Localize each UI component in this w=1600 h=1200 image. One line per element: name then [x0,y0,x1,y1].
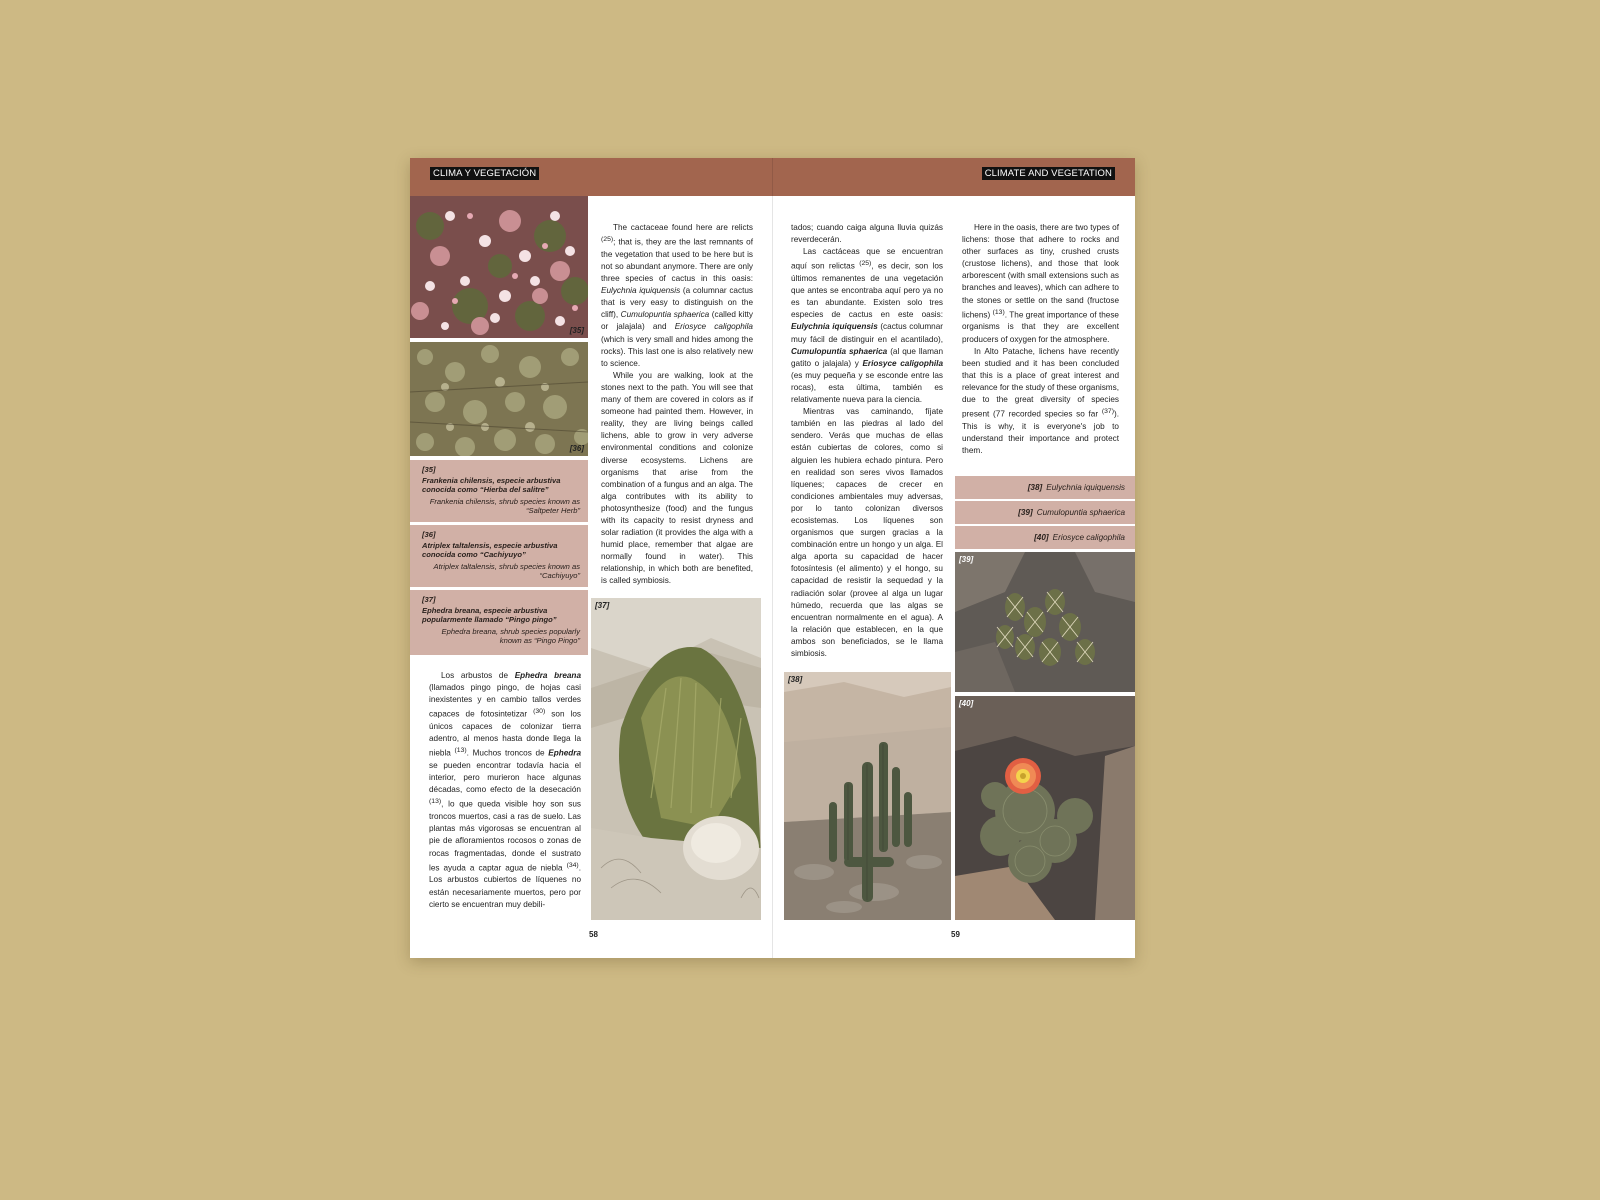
caption-37-number: [37] [422,595,436,604]
caption-35-number: [35] [422,465,436,474]
photo-ephedra-image [591,598,761,920]
caption-38 [955,476,1135,499]
caption-36-english: Atriplex taltalensis, shrub species known as “Cachiyuyo” [433,562,580,580]
photo-cumulopuntia [955,552,1135,692]
caption-39 [955,501,1135,524]
continued-paragraph-es: tados; cuando caiga alguna lluvia quizás reverdecerán. [791,223,943,245]
lichen-types-paragraph: Here in the oasis, there are two types of lichens: those that adhere to rocks and other surfaces as tiny, crushed crusts (crustose lichens), and those that look arborescent (with small extensions such as branches and leaves), which can adhere to the stones or settle on the sand (fructose lichens) $^{(13)}$. The great importance of these organisms is that they are excellent producers of oxygen for the atmosphere. [962,223,1119,344]
caption-35-spanish: Frankenia chilensis, especie arbustiva conocida como “Hierba del salitre” [422,476,561,494]
left-bottom-paragraph [429,670,581,911]
book-gutter [772,158,773,958]
ephedra-paragraph: Los arbustos de Ephedra breana (llamados pingo pingo, de hojas casi inexistentes y en cambio tallos verdes capaces de fotosintetizar $^{(30)}$ son los únicos capaces de colonizar tierra adentro, al menos hasta donde llega la niebla $^{(13)}$. Muchos troncos de Ephedra se pueden encontrar todavía hacia el interior, pero murieron hace algunas décadas, como efecto de la desecación $^{(13)}$, lo que queda visible hoy son sus troncos muertos, casi a ras de suelo. Las plantas más vigorosas se encuentran al pie de afloramientos rocosos o zonas de rocas fragmentadas, donde el sustrato les ayuda a captar agua de niebla $^{(34)}$. Los arbustos cubiertos de líquenes no están necesariamente muertos, pero por cierto se encuentran muy debili- [429,671,581,909]
photo-eulychnia [784,672,951,920]
caption-35-english: Frankenia chilensis, shrub species known as “Saltpeter Herb” [429,497,580,515]
left-section-title: CLIMA Y VEGETACIÓN [430,167,539,180]
cactaceae-paragraph-en: The cactaceae found here are relicts $^{(25)}$; that is, they are the last remnants of the vegetation that used to be here but is not so abundant anymore. There are only three species of cactus in this oasis: Eulychnia iquiquensis (a columnar cactus that is very easy to distinguish on the cliff), Cumulopuntia sphaerica (called kitty or jalajala) and Eriosyce caligophila (which is very small and hides among the rocks). This last one is also relatively new to science. [601,223,753,368]
photo-number-37: [37] [595,601,610,610]
photo-eriosyce-image [955,696,1135,920]
photo-number-39: [39] [959,555,974,564]
caption-38-number: [38] [1027,483,1043,492]
photo-number-38: [38] [788,675,803,684]
alto-patache-paragraph: In Alto Patache, lichens have recently been studied and it has been concluded that this is a place of great interest and relevance for the study of these organisms, due to the great diversity of species present (77 recorded species so far $^{(37)}$). This is why, it is everyone's job to understand their importance and protect them. [962,346,1119,456]
caption-38-name: Eulychnia iquiquensis [1046,483,1125,492]
photo-number-40: [40] [959,699,974,708]
caption-37 [410,590,588,655]
page-number-right: 59 [951,930,960,939]
caption-36-number: [36] [422,530,436,539]
caption-36-spanish: Atriplex taltalensis, especie arbustiva conocida como “Cachiyuyo” [422,541,558,559]
caption-39-name: Cumulopuntia sphaerica [1036,508,1125,517]
photo-atriplex [410,342,588,456]
caption-40 [955,526,1135,549]
lichens-paragraph-es: Mientras vas caminando, fíjate también en las piedras al lado del sendero. Verás que muchas de ellas están cubiertas de colores, como si alguien les hubiera echado pintura. Pero en realidad son seres vivos llamados líquenes; capaces de crecer en condiciones ambientales muy adversas, por lo tanto colonizan diversos ecosistemas. Los líquenes son organismos que surgen gracias a la combinación entre un hongo y un alga. El alga aporta su capacidad de hacer fotosíntesis (el alimento) y el hongo, su capacidad de resistir la sequedad y la radiación solar (provee al alga un lugar húmedo, recuerda que las algas se encuentran normalmente en el agua). A la relación que establecen, en la que ambos son beneficiados, se le llama simbiosis. [791,407,943,659]
book-spread [410,158,1135,958]
caption-35 [410,460,588,522]
photo-ephedra [591,598,761,920]
photo-atriplex-image [410,342,588,456]
photo-eriosyce [955,696,1135,920]
page-number-left: 58 [589,930,598,939]
photo-cumulopuntia-image [955,552,1135,692]
right-column-2-text [962,222,1119,457]
caption-37-english: Ephedra breana, shrub species popularly known as “Pingo Pingo” [441,627,580,645]
photo-number-35: [35] [569,326,584,335]
caption-37-spanish: Ephedra breana, especie arbustiva popularmente llamado “Pingo pingo” [422,606,557,624]
middle-column-text [601,222,753,588]
caption-39-number: [39] [1018,508,1033,517]
photo-number-36: [36] [569,444,584,453]
lichens-paragraph-en: While you are walking, look at the stones next to the path. You will see that many of them are covered in colors as if someone had painted them. However, in reality, they are living beings called lichens, able to grow in very adverse environmental conditions and colonize diverse ecosystems. Lichens are organisms that arise from the combination of a fungus and an alga. The alga contributes with its ability to photosynthesize (food) and the fungus with its capacity to resist dryness and solar radiation (it provides the alga with a humid place, remember that algae are normally found in water). This relationship, in which both are benefited, is called symbiosis. [601,370,753,586]
photo-frankenia [410,196,588,338]
cactaceae-paragraph-es: Las cactáceas que se encuentran aquí son relictas $^{(25)}$, es decir, son los últimos remanentes de una vegetación que antes se encontraba aquí pero ya no es tan abundante. Existen solo tres especies de cactus en este oasis: Eulychnia iquiquensis (cactus columnar muy fácil de distinguir en el acantilado), Cumulopuntia sphaerica (al que llaman gatito o jalajala) y Eriosyce caligophila (es muy pequeña y se esconde entre las rocas), esta última, también es relativamente nueva para la ciencia. [791,247,943,405]
caption-40-number: [40] [1034,533,1049,542]
photo-eulychnia-image [784,672,951,920]
photo-frankenia-image [410,196,588,338]
caption-36 [410,525,588,587]
caption-40-name: Eriosyce caligophila [1052,533,1125,542]
right-column-1-text [791,222,943,660]
right-section-title: CLIMATE AND VEGETATION [982,167,1115,180]
